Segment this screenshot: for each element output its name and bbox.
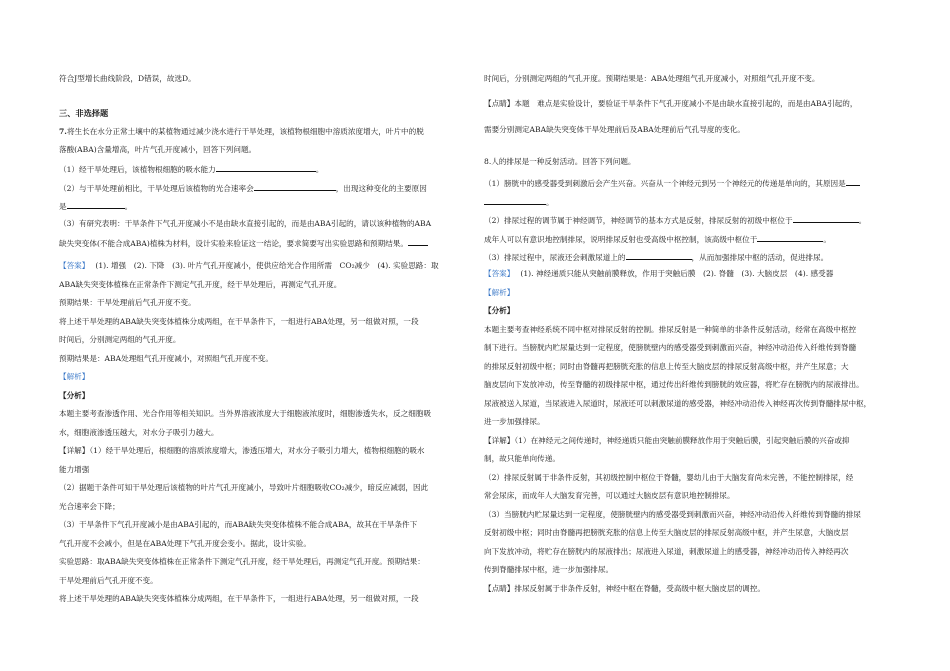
text-line: 能力增强 [59, 465, 90, 474]
text-line: （3）有研究表明：干旱条件下气孔开度减小不是由缺水直接引起的，而是由ABA引起的，请以该种植物的ABA [59, 219, 432, 228]
answer-blank [216, 163, 316, 172]
text: 。 [823, 235, 831, 244]
answer-blank [757, 233, 823, 242]
answer-tag: 【答案】 [59, 261, 90, 270]
answer-blank [408, 237, 428, 246]
answer-line [59, 261, 439, 271]
text-line: 本题主要考查神经系统不同中枢对排尿反射的控制。排尿反射是一种简单的非条件反射活动，经常在高级中枢控 [484, 325, 857, 334]
text-line: 预期结果是：ABA处理组气孔开度减小，对照组气孔开度不变。 [59, 354, 273, 363]
text-line: （3）当膀胱内贮尿量达到一定程度，使膀胱壁内的感受器受到刺激而兴奋，神经冲动沿传入纤维传到脊髓的排尿 [484, 510, 861, 519]
text-line: 的排尿反射初级中枢；同时由脊髓再把膀胱充胀的信息上传至大脑皮层的排尿反射高级中枢，并产生尿意；大 [484, 362, 849, 371]
text-line: ABA缺失突变体植株在正常条件下测定气孔开度，经干旱处理后，再测定气孔开度。 [59, 280, 342, 289]
question-8-part-2a [484, 214, 866, 226]
text: （2）与干旱处理前相比，干旱处理后该植物的光合速率会 [59, 184, 254, 193]
answer-blank [484, 196, 546, 205]
text-line: 【点睛】排尿反射属于非条件反射，神经中枢在脊髓，受高级中枢大脑皮层的调控。 [484, 584, 765, 593]
text-line: 传到脊髓排尿中枢，进一步加强排尿。 [484, 565, 614, 574]
text: 。 [315, 165, 324, 174]
text-line: 【点睛】本题 难点是实验设计，要验证干旱条件下气孔开度减小不是由缺水直接引起的，而是由ABA引起的， [484, 99, 858, 108]
text-line: 反射初级中枢；同时由脊髓再把膀胱充胀的信息上传至大脑皮层的排尿反射高级中枢，并产生尿意，大脑皮层 [484, 528, 849, 537]
text-line: （2）据题干条件可知干旱处理后该植物的叶片气孔开度减小，导致叶片细胞吸收CO₂减少，暗反应减弱，因此 [59, 483, 429, 492]
question-8-part-2b [484, 233, 831, 245]
text-line: 落酸(ABA)含量增高，叶片气孔开度减小，回答下列问题。 [59, 145, 257, 154]
text: （2）排尿过程的调节属于神经调节，神经调节的基本方式是反射，排尿反射的初级中枢位于 [484, 216, 793, 225]
text: ，出现这种变化的主要原因 [335, 184, 427, 193]
text: （3）排尿过程中，尿液还会刺激尿道上的 [484, 253, 626, 262]
section-title: 三、非选择题 [59, 108, 109, 118]
answer-blank [67, 200, 125, 209]
text: (1). 神经递质只能从突触前膜释放，作用于突触后膜 (2). 脊髓 (3). 大脑皮层 (4). 感受器 [520, 269, 834, 278]
text-line: 【详解】（1）经干旱处理后，根细胞的溶质浓度增大，渗透压增大，对水分子吸引力增大，植物根细胞的吸水 [59, 446, 425, 455]
text-line: 制，故只能单向传递。 [484, 454, 560, 463]
text: 将生长在水分正常土壤中的某植物通过减少浇水进行干旱处理，该植物根细胞中溶质浓度增大，叶片中的脱 [66, 127, 424, 136]
text-line: 【详解】（1）在神经元之间传递时，神经递质只能由突触前膜释放作用于突触后膜，引起突触后膜的兴奋或抑 [484, 436, 850, 445]
text-line: 水，细胞液渗透压越大，对水分子吸引力越大。 [59, 428, 219, 437]
question-7-part-3b [59, 237, 428, 249]
question-8-part-1 [484, 177, 860, 189]
text-line: 尿液被送入尿道，当尿液进入尿道时，尿液还可以刺激尿道的感受器，神经冲动沿传入神经再次传到脊髓排尿中枢， [484, 399, 872, 408]
question-number: 7. [59, 127, 67, 136]
text: （1）经干旱处理后，该植物根细胞的吸水能力 [59, 165, 216, 174]
text: 。 [858, 216, 867, 225]
text-line: 时间后，分别测定两组的气孔开度。 [59, 335, 181, 344]
question-8-stem: 8.人的排尿是一种反射活动。回答下列问题。 [484, 157, 636, 166]
question-7-part-1 [59, 163, 323, 175]
answer-blank [626, 251, 692, 260]
text-line: 本题主要考查渗透作用、光合作用等相关知识。当外界溶液浓度大于细胞液浓度时，细胞渗透失水，反之细胞吸 [59, 409, 432, 418]
text-line: 常会尿床，而成年人大脑发育完善，可以通过大脑皮层有意识地控制排尿。 [484, 491, 735, 500]
fenxi-tag: 【分析】 [484, 306, 515, 315]
answer-tag: 【答案】 [484, 269, 515, 278]
text-line: 进一步加强排尿。 [484, 417, 545, 426]
text-line: 气孔开度不会减小，但是在ABA处理下气孔开度会变小。据此，设计实验。 [59, 539, 311, 548]
text: 。 [124, 202, 133, 211]
text-line: （2）排尿反射属于非条件反射，其初级控制中枢位于脊髓，婴幼儿由于大脑发育尚未完善，不能控制排尿，经 [484, 473, 854, 482]
question-7-stem [59, 127, 424, 137]
question-8-part-1b [484, 196, 554, 208]
text-line: 光合速率会下降； [59, 502, 120, 511]
text-line: 向下发放冲动，将贮存在膀胱内的尿液排出；尿液进入尿道，刺激尿道上的感受器，神经冲动沿传入神经再次 [484, 547, 849, 556]
analysis-tag: 【解析】 [484, 288, 515, 297]
text: 成年人可以有意识地控制排尿，说明排尿反射也受高级中枢控制，该高级中枢位于 [484, 235, 758, 244]
answer-blank [254, 182, 336, 191]
question-8-part-3 [484, 251, 828, 263]
answer-blank [793, 214, 859, 223]
question-7-part-2b [59, 200, 132, 212]
analysis-tag: 【解析】 [59, 372, 90, 381]
text: ，从而加强排尿中枢的活动，促进排尿。 [691, 253, 829, 262]
text-line: 实验思路：取ABA缺失突变体植株在正常条件下测定气孔开度，经干旱处理后，再测定气孔开度。预期结果： [59, 557, 425, 566]
text-line: 符合J型增长曲线阶段，D错误，故选D。 [59, 74, 196, 83]
text: 。 [546, 198, 554, 207]
text: （1）膀胱中的感受器受到刺激后会产生兴奋。兴奋从一个神经元到另一个神经元的传递是单向的，其原因是 [484, 179, 846, 188]
answer-line [484, 269, 833, 279]
answer-blank [846, 177, 860, 186]
text: 是 [59, 202, 67, 211]
text-line: 预期结果：干旱处理前后气孔开度不变。 [59, 298, 196, 307]
text-line: 将上述干旱处理的ABA缺失突变体植株分成两组，在干旱条件下，一组进行ABA处理，另一组做对照，一段 [59, 594, 419, 603]
text-line: （3）干旱条件下气孔开度减小是由ABA引起的，而ABA缺失突变体植株不能合成ABA，故其在干旱条件下 [59, 520, 418, 529]
text-line: 脑皮层向下发放冲动，传至脊髓的初级排尿中枢，通过传出纤维传到膀胱的效应器，将贮存在膀胱内的尿液排出。 [484, 380, 864, 389]
text-line: 将上述干旱处理的ABA缺失突变体植株分成两组，在干旱条件下，一组进行ABA处理，另一组做对照，一段 [59, 317, 419, 326]
question-7-part-2 [59, 182, 427, 194]
fenxi-tag: 【分析】 [59, 391, 90, 400]
text-line: 制下进行。当膀胱内贮尿量达到一定程度，使膀胱壁内的感受器受到刺激而兴奋，神经冲动沿传入纤维传到脊髓 [484, 343, 857, 352]
text: (1). 增强 (2). 下降 (3). 叶片气孔开度减小，使供应给光合作用所需 CO₂减少 (4). 实验思路：取 [95, 261, 439, 270]
text: 缺失突变体(不能合成ABA)植株为材料，设计实验来验证这一结论，要求简要写出实验思路和预期结果。 [59, 239, 408, 248]
text-line: 干旱处理前后气孔开度不变。 [59, 576, 158, 585]
text-line: 时间后，分别测定两组的气孔开度。预期结果是：ABA处理组气孔开度减小，对照组气孔开度不变。 [484, 74, 820, 83]
text-line: 需要分别测定ABA缺失突变体干旱处理前后及ABA处理前后气孔导度的变化。 [484, 125, 745, 134]
